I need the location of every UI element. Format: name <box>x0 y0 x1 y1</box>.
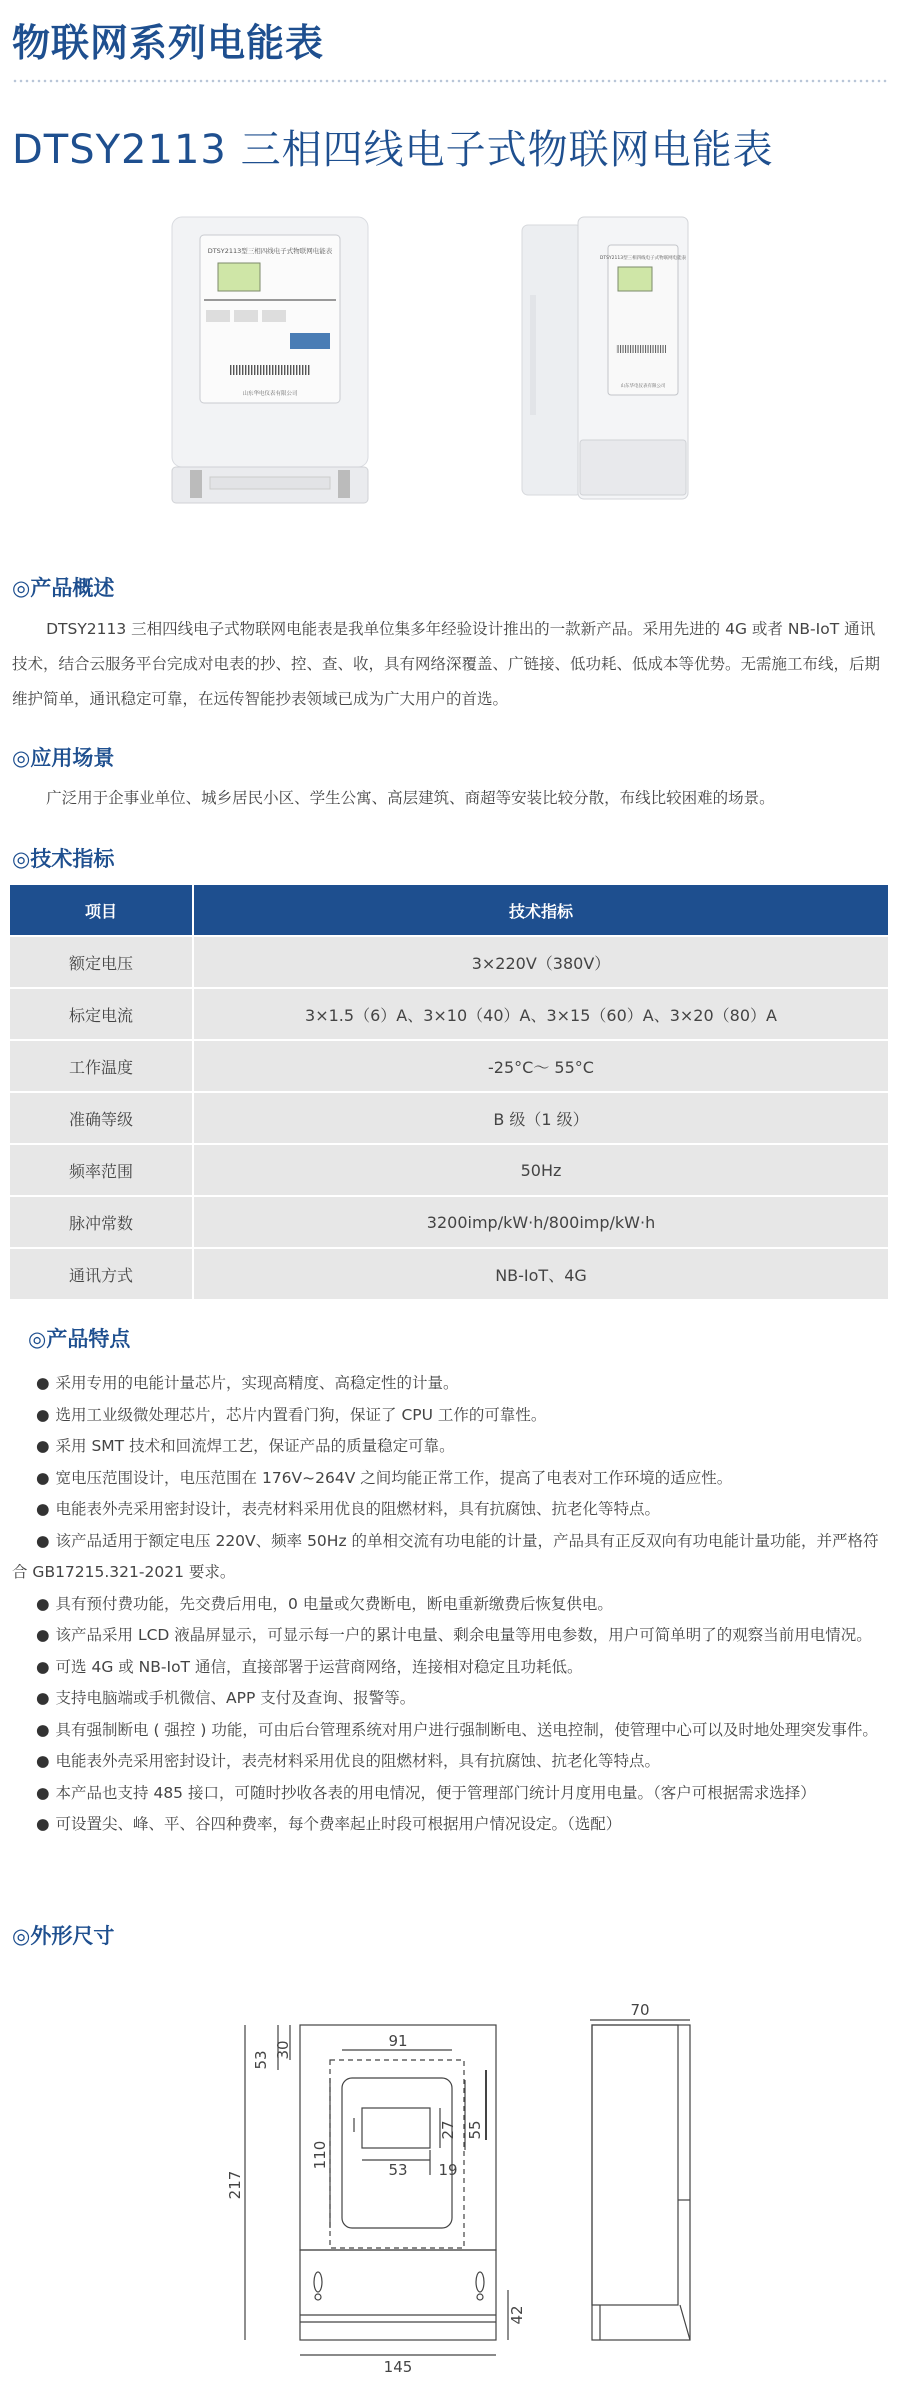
list-item: ● 电能表外壳采用密封设计，表壳材料采用优良的阻燃材料，具有抗腐蚀、抗老化等特点。 <box>12 1746 888 1778</box>
table-row <box>10 1092 889 1144</box>
list-item: ● 采用专用的电能计量芯片，实现高精度、高稳定性的计量。 <box>12 1368 888 1400</box>
dim-19: 19 <box>438 2161 458 2179</box>
dim-91: 91 <box>388 2032 408 2050</box>
spec-item: 频率范围 <box>10 1144 193 1196</box>
table-row <box>10 1040 889 1092</box>
list-item: ● 具有预付费功能，先交费后用电，0 电量或欠费断电，断电重新缴费后恢复供电。 <box>12 1589 888 1621</box>
spec-header-item: 项目 <box>10 885 193 936</box>
list-item: ● 选用工业级微处理芯片，芯片内置看门狗，保证了 CPU 工作的可靠性。 <box>12 1400 888 1432</box>
spec-item: 脉冲常数 <box>10 1196 193 1248</box>
dim-53b: 53 <box>388 2161 408 2179</box>
dim-53a: 53 <box>252 2050 270 2070</box>
dim-27: 27 <box>439 2120 457 2140</box>
features-list <box>12 1368 888 1841</box>
product-title: DTSY2113 三相四线电子式物联网电能表 <box>12 127 774 173</box>
front-meter-label: DTSY2113型三相四线电子式物联网电能表 <box>207 247 333 255</box>
list-item: ● 支持电脑端或手机微信、APP 支付及查询、报警等。 <box>12 1683 888 1715</box>
spec-table <box>10 885 890 1299</box>
spec-value: NB-IoT、4G <box>193 1248 889 1299</box>
dim-217: 217 <box>226 2170 244 2200</box>
dim-42: 42 <box>508 2305 526 2325</box>
spec-header-value: 技术指标 <box>193 885 889 936</box>
list-item: ● 采用 SMT 技术和回流焊工艺，保证产品的质量稳定可靠。 <box>12 1431 888 1463</box>
dimensions-title: ◎外形尺寸 <box>12 1924 115 1948</box>
dim-30: 30 <box>274 2040 292 2060</box>
series-title: 物联网系列电能表 <box>12 21 325 65</box>
table-row <box>10 1144 889 1196</box>
dim-55: 55 <box>466 2120 484 2140</box>
spec-header-row <box>10 885 889 936</box>
features-title: ◎产品特点 <box>28 1327 131 1351</box>
meter-side-image <box>520 215 700 505</box>
application-text: 广泛用于企事业单位、城乡居民小区、学生公寓、高层建筑、商超等安装比较分散，布线比较困难的场景。 <box>46 789 775 807</box>
spec-value: B 级（1 级） <box>193 1092 889 1144</box>
spec-item: 通讯方式 <box>10 1248 193 1299</box>
list-item: ● 可设置尖、峰、平、谷四种费率，每个费率起止时段可根据用户情况设定。（选配） <box>12 1809 888 1841</box>
list-item: ● 宽电压范围设计，电压范围在 176V~264V 之间均能正常工作，提高了电表对工作环境的适应性。 <box>12 1463 888 1495</box>
table-row <box>10 1196 889 1248</box>
spec-value: -25°C～ 55°C <box>193 1040 889 1092</box>
overview-text: DTSY2113 三相四线电子式物联网电能表是我单位集多年经验设计推出的一款新产品。采用先进的 4G 或者 NB-IoT 通讯技术，结合云服务平台完成对电表的抄、控、查、收，具有网络深覆盖、广链接、低功耗、低成本等优势。无需施工布线，后期维护简单，通讯稳定可靠，在远传智能抄表领域已成为广大用户的首选。 <box>12 620 881 708</box>
list-item: ● 具有强制断电 ( 强控 ) 功能，可由后台管理系统对用户进行强制断电、送电控制，使管理中心可以及时地处理突发事件。 <box>12 1715 888 1747</box>
specs-title: ◎技术指标 <box>12 847 115 871</box>
list-item: ● 本产品也支持 485 接口，可随时抄收各表的用电情况，便于管理部门统计月度用电量。（客户可根据需求选择） <box>12 1778 888 1810</box>
table-row <box>10 988 889 1040</box>
list-item: ● 该产品适用于额定电压 220V、频率 50Hz 的单相交流有功电能的计量，产品具有正反双向有功电能计量功能，并严格符合 GB17215.321-2021 要求。 <box>12 1526 888 1589</box>
spec-item: 额定电压 <box>10 936 193 988</box>
application-title: ◎应用场景 <box>12 746 115 770</box>
dim-145: 145 <box>383 2358 413 2376</box>
spec-item: 工作温度 <box>10 1040 193 1092</box>
side-meter-maker: 山东华电仪表有限公司 <box>620 384 666 389</box>
spec-value: 3×220V（380V） <box>193 936 889 988</box>
front-meter-maker: 山东华电仪表有限公司 <box>242 391 298 397</box>
overview-title: ◎产品概述 <box>12 576 115 600</box>
spec-value: 3×1.5（6）A、3×10（40）A、3×15（60）A、3×20（80）A <box>193 988 889 1040</box>
spec-item: 准确等级 <box>10 1092 193 1144</box>
list-item: ● 电能表外壳采用密封设计，表壳材料采用优良的阻燃材料，具有抗腐蚀、抗老化等特点。 <box>12 1494 888 1526</box>
table-row <box>10 1248 889 1299</box>
list-item: ● 可选 4G 或 NB-IoT 通信，直接部署于运营商网络，连接相对稳定且功耗低。 <box>12 1652 888 1684</box>
dim-70: 70 <box>630 2001 650 2019</box>
side-meter-label: DTSY2113型三相四线电子式物联网电能表 <box>599 256 687 261</box>
list-item: ● 该产品采用 LCD 液晶屏显示，可显示每一户的累计电量、剩余电量等用电参数，用户可简单明了的观察当前用电情况。 <box>12 1620 888 1652</box>
dim-110: 110 <box>311 2140 329 2170</box>
spec-value: 3200imp/kW·h/800imp/kW·h <box>193 1196 889 1248</box>
logo-mark <box>290 333 330 349</box>
dimension-drawing <box>0 1960 900 2380</box>
dotted-divider <box>12 78 888 84</box>
spec-value: 50Hz <box>193 1144 889 1196</box>
table-row <box>10 936 889 988</box>
meter-front-image <box>170 215 370 505</box>
spec-item: 标定电流 <box>10 988 193 1040</box>
